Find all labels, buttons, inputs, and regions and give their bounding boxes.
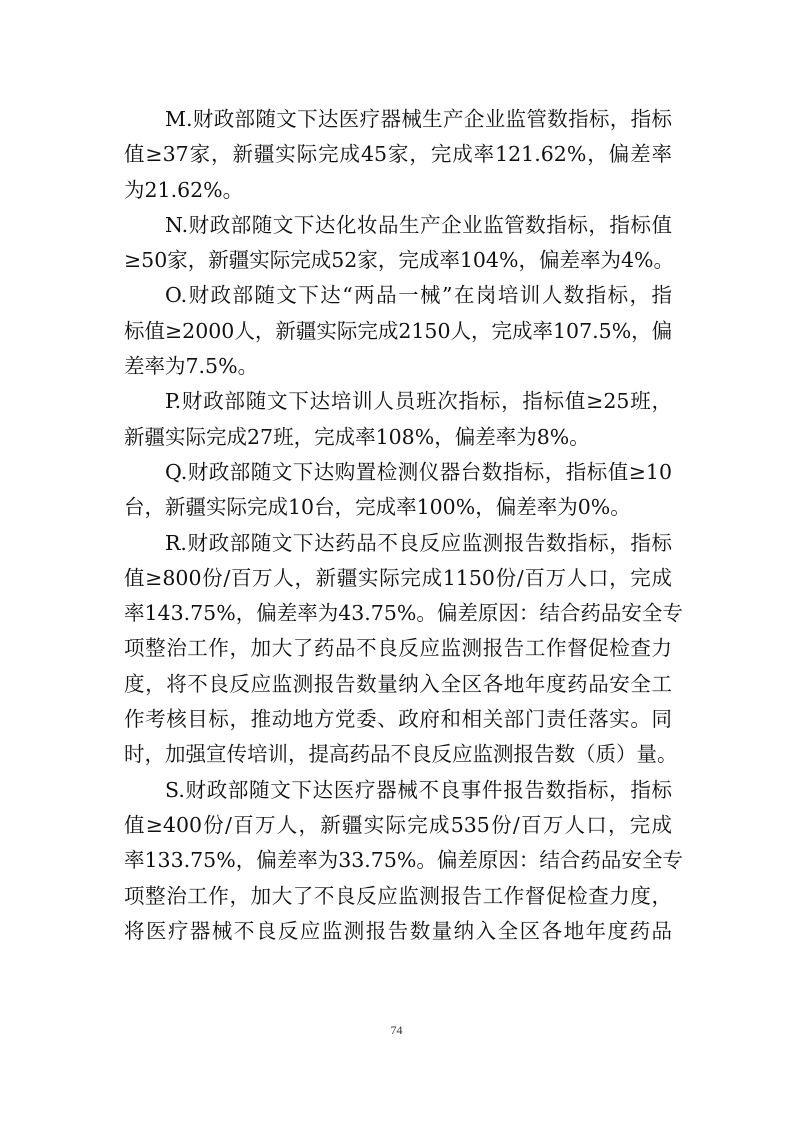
text-line: M.财政部随文下达医疗器械生产企业监管数指标，指标	[165, 107, 672, 131]
text-line: S.财政部随文下达医疗器械不良事件报告数指标，指标	[165, 777, 672, 802]
text-line: 值≥37家，新疆实际完成45家，完成率121.62%，偏差率	[124, 142, 672, 167]
text-line: 差率为7.5%。	[124, 354, 259, 379]
text-line: 项整治工作，加大了不良反应监测报告工作督促检查力度，	[124, 883, 672, 908]
paragraph-n	[124, 208, 672, 279]
paragraph-r	[124, 526, 683, 773]
paragraph-p	[124, 384, 672, 455]
text-line: 率133.75%，偏差率为33.75%。偏差原因：结合药品安全专	[124, 848, 683, 873]
page-number: 74	[390, 1023, 403, 1037]
text-line: 度，将不良反应监测报告数量纳入全区各地年度药品安全工	[124, 671, 672, 696]
paragraph-m	[124, 102, 672, 208]
text-line: 值≥400份/百万人，新疆实际完成535份/百万人口，完成	[124, 812, 672, 837]
text-line: O.财政部随文下达“两品一械”在岗培训人数指标，指	[165, 283, 672, 308]
text-line: Q.财政部随文下达购置检测仪器台数指标，指标值≥10	[165, 459, 672, 484]
text-line: 项整治工作，加大了药品不良反应监测报告工作督促检查力	[124, 636, 672, 661]
text-line: 台，新疆实际完成10台，完成率100%，偏差率为0%。	[124, 495, 631, 520]
text-line: 为21.62%。	[124, 177, 244, 202]
text-line: 值≥800份/百万人，新疆实际完成1150份/百万人口，完成	[124, 565, 672, 590]
text-line: 标值≥2000人，新疆实际完成2150人，完成率107.5%，偏	[124, 318, 673, 343]
paragraph-q	[124, 455, 672, 526]
text-line: R.财政部随文下达药品不良反应监测报告数指标，指标	[165, 530, 672, 555]
text-line: 率143.75%，偏差率为43.75%。偏差原因：结合药品安全专	[124, 601, 683, 626]
text-line: N.财政部随文下达化妆品生产企业监管数指标，指标值	[165, 212, 672, 237]
text-line: 时，加强宣传培训，提高药品不良反应监测报告数（质）量。	[124, 742, 678, 767]
text-line: ≥50家，新疆实际完成52家，完成率104%，偏差率为4%。	[124, 248, 674, 273]
text-line: 作考核目标，推动地方党委、政府和相关部门责任落实。同	[124, 707, 672, 732]
text-line: 新疆实际完成27班，完成率108%，偏差率为8%。	[124, 424, 590, 449]
text-line: 将医疗器械不良反应监测报告数量纳入全区各地年度药品	[124, 918, 672, 943]
text-line: P.财政部随文下达培训人员班次指标，指标值≥25班，	[165, 389, 672, 414]
body-text	[124, 102, 683, 949]
paragraph-s	[124, 773, 683, 949]
paragraph-o	[124, 278, 672, 384]
